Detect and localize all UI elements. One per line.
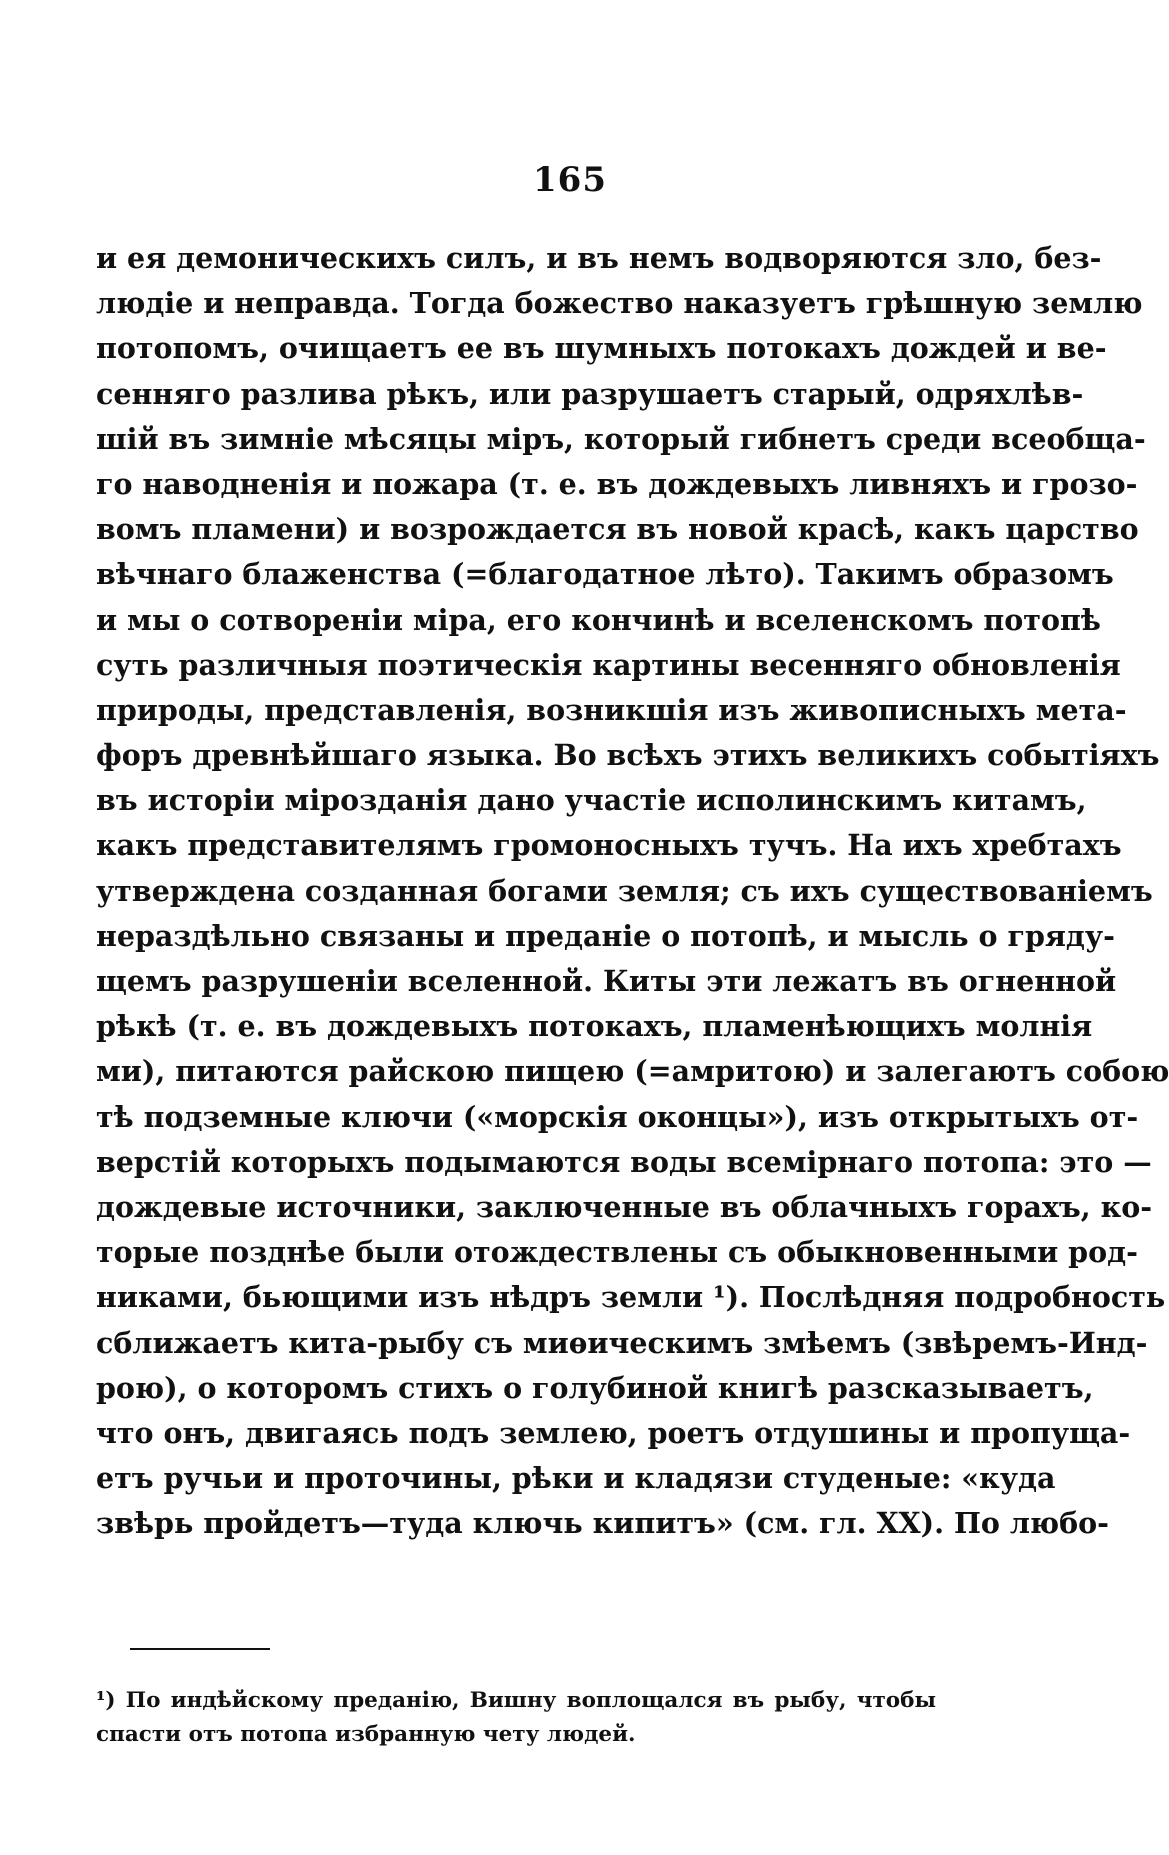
text-line: щемъ разрушеніи вселенной. Киты эти лежатъ въ огненной: [96, 964, 1117, 998]
text-line: звѣрь пройдетъ—туда ключь кипитъ» (см. гл. XX). По любо-: [96, 1506, 1110, 1541]
text-line: етъ ручьи и проточины, рѣки и кладязи студеные: «куда: [96, 1461, 1056, 1496]
text-line: дождевые источники, заключенные въ облачныхъ горахъ, ко-: [96, 1189, 1153, 1224]
text-line: форъ древнѣйшаго языка. Во всѣхъ этихъ великихъ событіяхъ: [96, 738, 1160, 773]
text-line: людіе и неправда. Тогда божество наказуетъ грѣшную землю: [96, 286, 1143, 321]
text-line: ми), питаются райскою пищею (=амритою) и залегаютъ собою: [96, 1054, 1169, 1089]
text-line: го наводненія и пожара (т. е. въ дождевыхъ ливняхъ и грозо-: [96, 466, 1138, 501]
text-line: вомъ пламени) и возрождается въ новой красѣ, какъ царство: [96, 512, 1139, 547]
text-line: шій въ зимніе мѣсяцы міръ, который гибнетъ среди всеобща-: [96, 421, 1146, 456]
page-number: 165: [533, 160, 607, 200]
text-line: что онъ, двигаясь подъ землею, роетъ отдушины и пропуща-: [96, 1415, 1131, 1450]
text-line: и мы о сотвореніи міра, его кончинѣ и вселенскомъ потопѣ: [96, 602, 1101, 637]
text-line: рѣкѣ (т. е. въ дождевыхъ потокахъ, пламенѣющихъ молнія: [96, 1009, 1093, 1044]
text-line: и ея демоническихъ силъ, и въ немъ водворяются зло, без-: [96, 241, 1102, 275]
text-line: верстій которыхъ подымаются воды всемірнаго потопа: это —: [96, 1144, 1152, 1179]
footnote-line: ¹) По индѣйскому преданію, Вишну воплощался въ рыбу, чтобы: [96, 1688, 936, 1713]
text-line: вѣчнаго блаженства (=благодатное лѣто). Такимъ образомъ: [96, 557, 1114, 592]
text-line: рою), о которомъ стихъ о голубиной книгѣ разсказываетъ,: [96, 1370, 1094, 1405]
text-line: природы, представленія, возникшія изъ живописныхъ мета-: [96, 692, 1127, 727]
text-line: никами, бьющими изъ нѣдръ земли ¹). Послѣдняя подробность: [96, 1280, 1166, 1315]
text-line: утверждена созданная богами земля; съ ихъ существованіемъ: [96, 873, 1153, 908]
text-line: суть различныя поэтическія картины весенняго обновленія: [96, 647, 1121, 682]
text-line: какъ представителямъ громоносныхъ тучъ. На ихъ хребтахъ: [96, 828, 1122, 863]
text-line: въ исторіи мірозданія дано участіе исполинскимъ китамъ,: [96, 783, 1087, 818]
text-line: торые позднѣе были отождествлены съ обыкновенными род-: [96, 1235, 1138, 1270]
body-text: [96, 236, 1169, 1546]
footnote-divider: [130, 1648, 270, 1650]
text-line: нераздѣльно связаны и преданіе о потопѣ, и мысль о гряду-: [96, 918, 1116, 953]
text-line: сближаетъ кита-рыбу съ миѳическимъ змѣемъ (звѣремъ-Инд-: [96, 1325, 1148, 1360]
footnote-line: спасти отъ потопа избранную чету людей.: [96, 1722, 636, 1747]
footnote: [96, 1684, 936, 1752]
text-line: потопомъ, очищаетъ ее въ шумныхъ потокахъ дождей и ве-: [96, 331, 1107, 366]
text-line: сенняго разлива рѣкъ, или разрушаетъ старый, одряхлѣв-: [96, 376, 1084, 411]
text-line: тѣ подземные ключи («морскія оконцы»), изъ открытыхъ от-: [96, 1099, 1139, 1134]
